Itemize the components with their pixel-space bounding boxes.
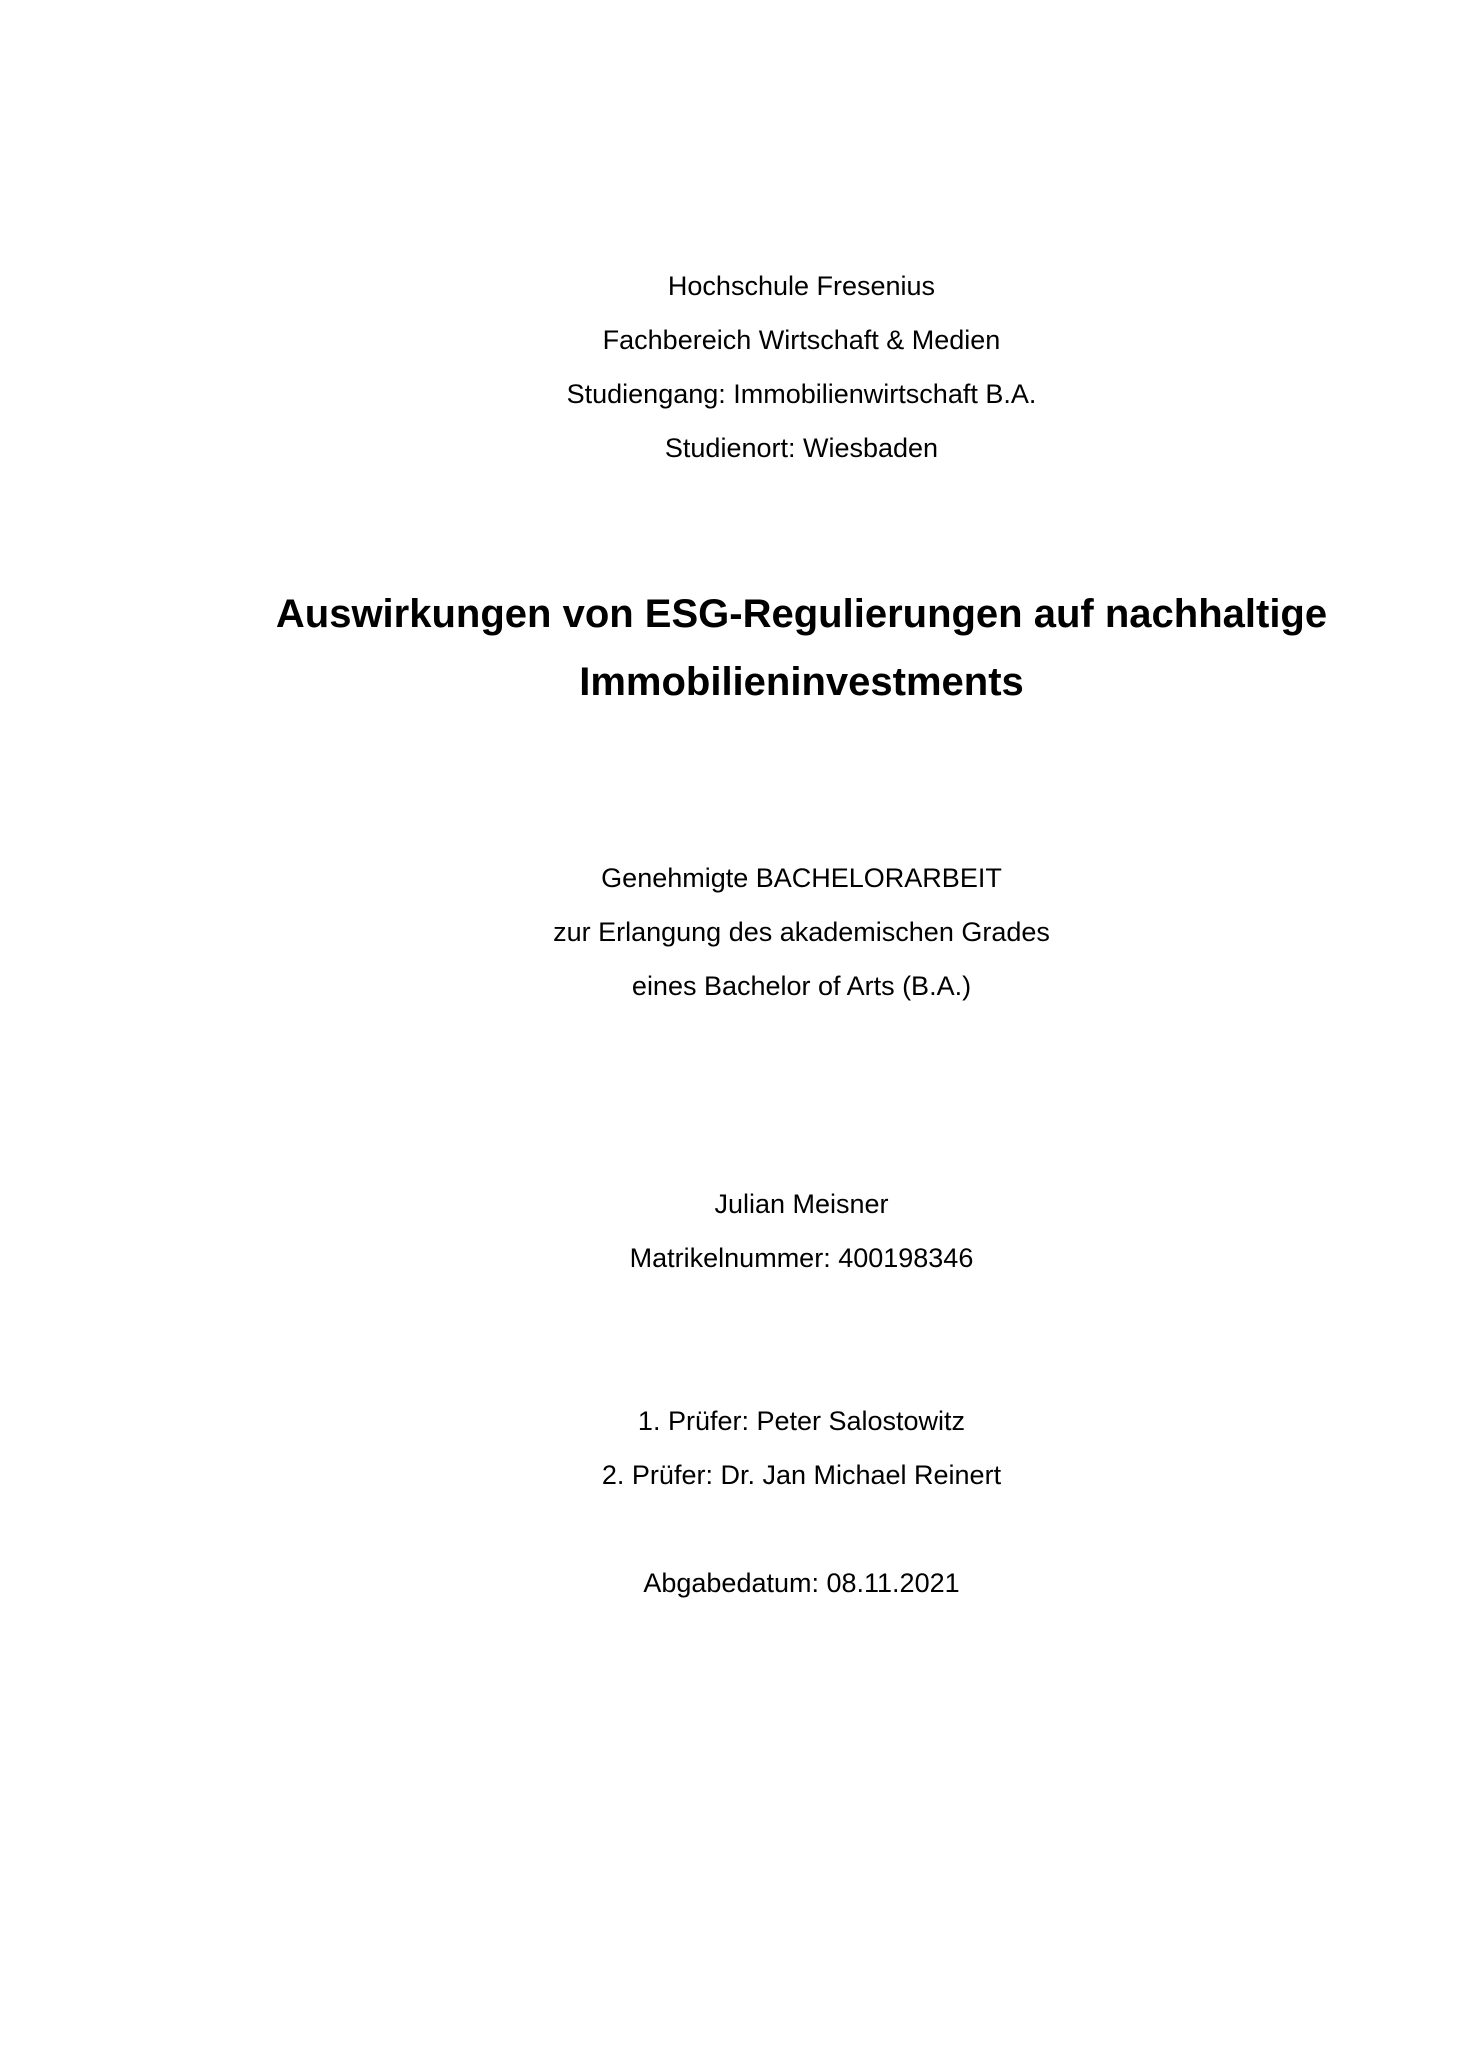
institution-block	[0, 259, 1463, 475]
thesis-title-line-2: Immobilieninvestments	[579, 660, 1024, 704]
matriculation-number: Matrikelnummer: 400198346	[629, 1243, 974, 1273]
thesis-title	[0, 580, 1463, 716]
author-block	[0, 1177, 1463, 1285]
degree-name: eines Bachelor of Arts (B.A.)	[631, 971, 972, 1001]
author-name: Julian Meisner	[714, 1189, 889, 1219]
study-program: Studiengang: Immobilienwirtschaft B.A.	[566, 379, 1037, 409]
submission-block	[0, 1556, 1463, 1610]
university-name: Hochschule Fresenius	[667, 271, 936, 301]
second-examiner: 2. Prüfer: Dr. Jan Michael Reinert	[601, 1460, 1002, 1490]
department-name: Fachbereich Wirtschaft & Medien	[602, 325, 1001, 355]
degree-block	[0, 851, 1463, 1013]
examiners-block	[0, 1394, 1463, 1502]
thesis-title-line-1: Auswirkungen von ESG-Regulierungen auf nachhaltige	[275, 592, 1328, 636]
submission-date: Abgabedatum: 08.11.2021	[643, 1568, 960, 1598]
first-examiner: 1. Prüfer: Peter Salostowitz	[637, 1406, 966, 1436]
degree-purpose: zur Erlangung des akademischen Grades	[553, 917, 1050, 947]
study-location: Studienort: Wiesbaden	[664, 433, 939, 463]
thesis-type: Genehmigte BACHELORARBEIT	[601, 863, 1002, 893]
